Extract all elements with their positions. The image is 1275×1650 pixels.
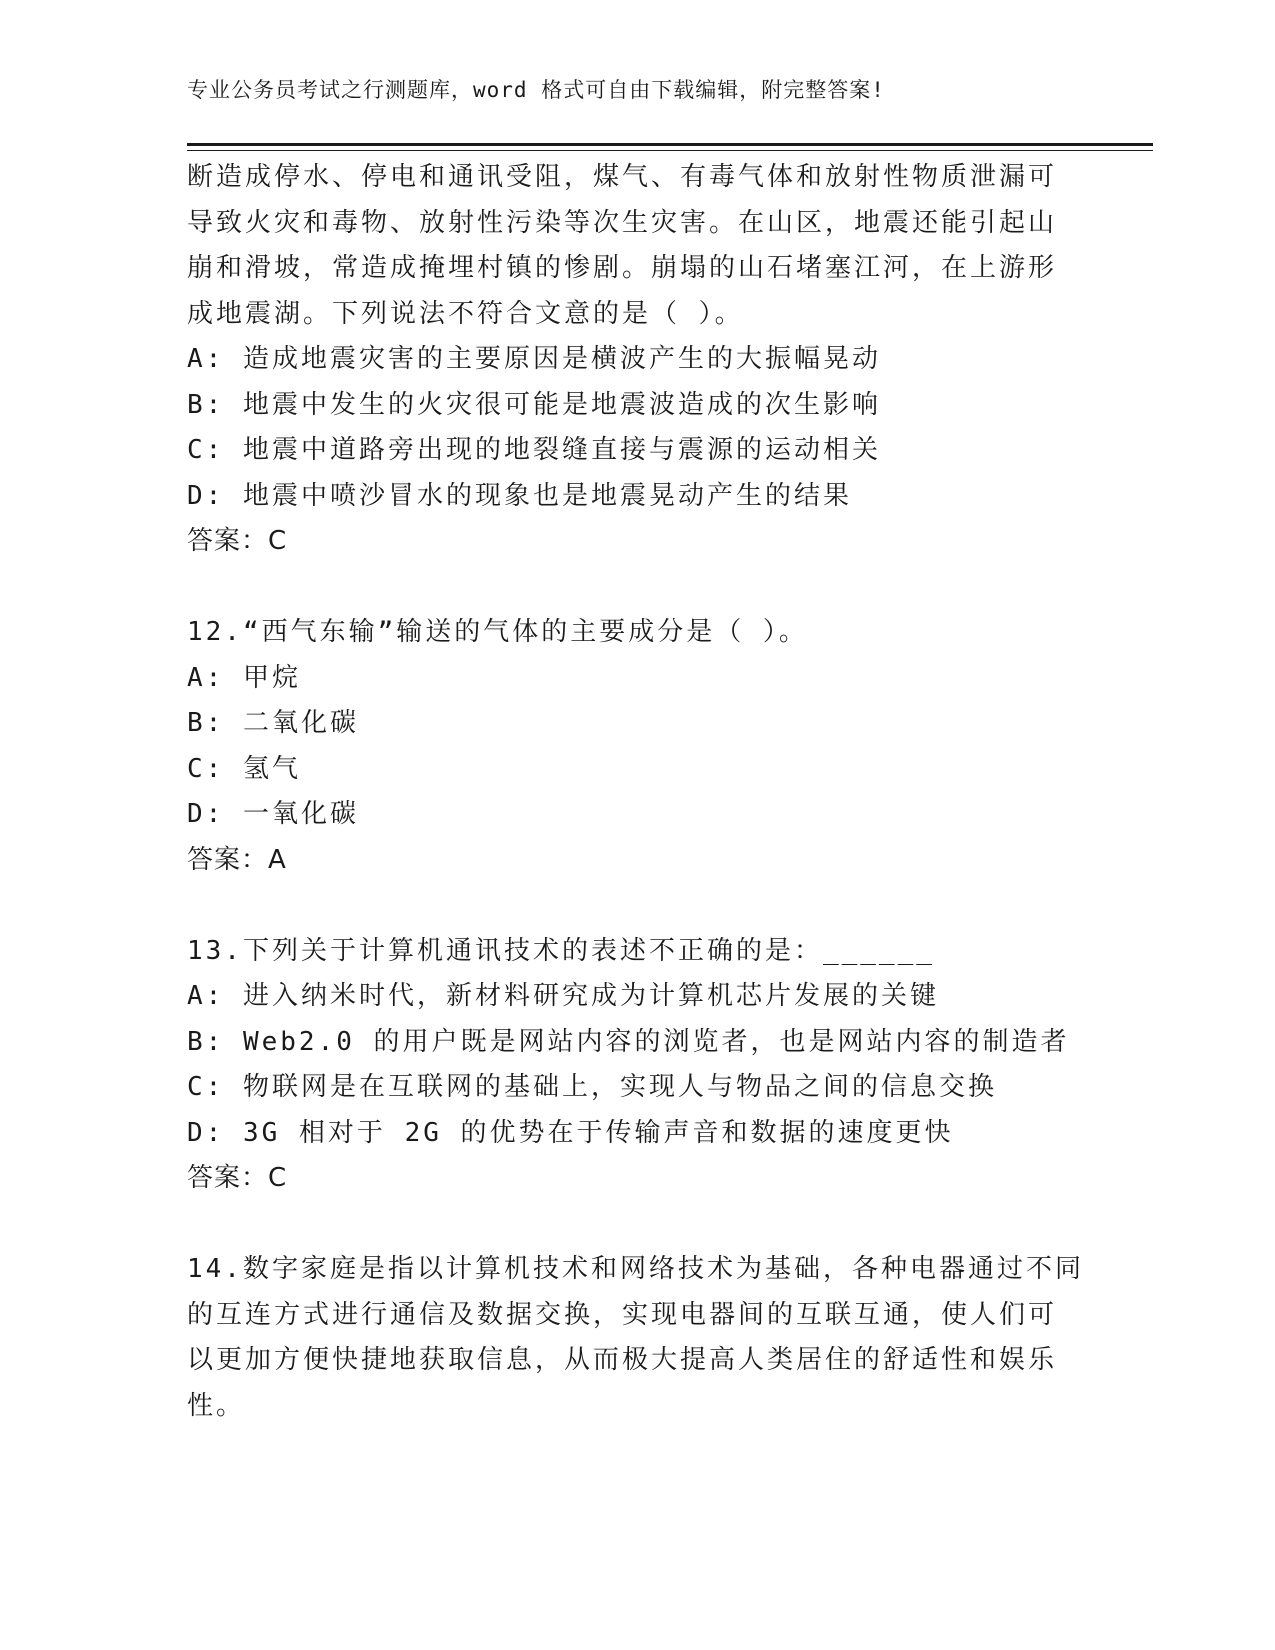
question-13 [187, 929, 1087, 1202]
option-b: B: Web2.0 的用户既是网站内容的浏览者，也是网站内容的制造者 [187, 1026, 1070, 1057]
spacer [187, 883, 1087, 929]
question-stem-line: 以更加方便快捷地获取信息，从而极大提高人类居住的舒适性和娱乐 [187, 1345, 1058, 1375]
header-divider-thin [187, 150, 1153, 151]
question-14 [187, 1247, 1087, 1429]
option-a: A: 进入纳米时代，新材料研究成为计算机芯片发展的关键 [187, 981, 939, 1011]
question-stem-line: 13.下列关于计算机通讯技术的表述不正确的是：______ [187, 935, 935, 966]
option-c: C: 物联网是在互联网的基础上，实现人与物品之间的信息交换 [187, 1072, 997, 1102]
option-d: D: 3G 相对于 2G 的优势在于传输声音和数据的速度更快 [187, 1117, 954, 1148]
option-d: D: 一氧化碳 [187, 799, 359, 829]
spacer [187, 565, 1087, 611]
answer: 答案：C [187, 526, 288, 556]
question-stem-line: 的互连方式进行通信及数据交换，实现电器间的互联互通，使人们可 [187, 1299, 1058, 1330]
option-b: B: 二氧化碳 [187, 708, 359, 738]
question-stem-line: 14.数字家庭是指以计算机技术和网络技术为基础，各种电器通过不同 [187, 1254, 1084, 1284]
header-divider-thick [187, 143, 1153, 146]
option-a: A: 甲烷 [187, 662, 301, 693]
answer: 答案：C [187, 1163, 288, 1193]
option-c: C: 氢气 [187, 753, 301, 784]
question-stem-line: 12.“西气东输”输送的气体的主要成分是（ ）。 [187, 617, 808, 647]
question-stem-line: 性。 [187, 1390, 246, 1421]
spacer [187, 1202, 1087, 1248]
option-a: A: 造成地震灾害的主要原因是横波产生的大振幅晃动 [187, 344, 881, 374]
question-11 [187, 155, 1087, 565]
question-12 [187, 610, 1087, 883]
page-header: 专业公务员考试之行测题库，word 格式可自由下载编辑，附完整答案! [187, 78, 885, 102]
question-stem-line: 导致火灾和毒物、放射性污染等次生灾害。在山区，地震还能引起山 [187, 207, 1058, 238]
question-stem-line: 成地震湖。下列说法不符合文意的是（ ）。 [187, 298, 744, 329]
option-d: D: 地震中喷沙冒水的现象也是地震晃动产生的结果 [187, 480, 852, 511]
document-body [187, 155, 1087, 1429]
option-b: B: 地震中发生的火灾很可能是地震波造成的次生影响 [187, 389, 881, 420]
option-c: C: 地震中道路旁出现的地裂缝直接与震源的运动相关 [187, 435, 881, 465]
answer: 答案：A [187, 844, 287, 875]
question-stem-line: 崩和滑坡，常造成掩埋村镇的惨剧。崩塌的山石堵塞江河，在上游形 [187, 253, 1058, 283]
question-stem-line: 断造成停水、停电和通讯受阻，煤气、有毒气体和放射性物质泄漏可 [187, 162, 1058, 192]
